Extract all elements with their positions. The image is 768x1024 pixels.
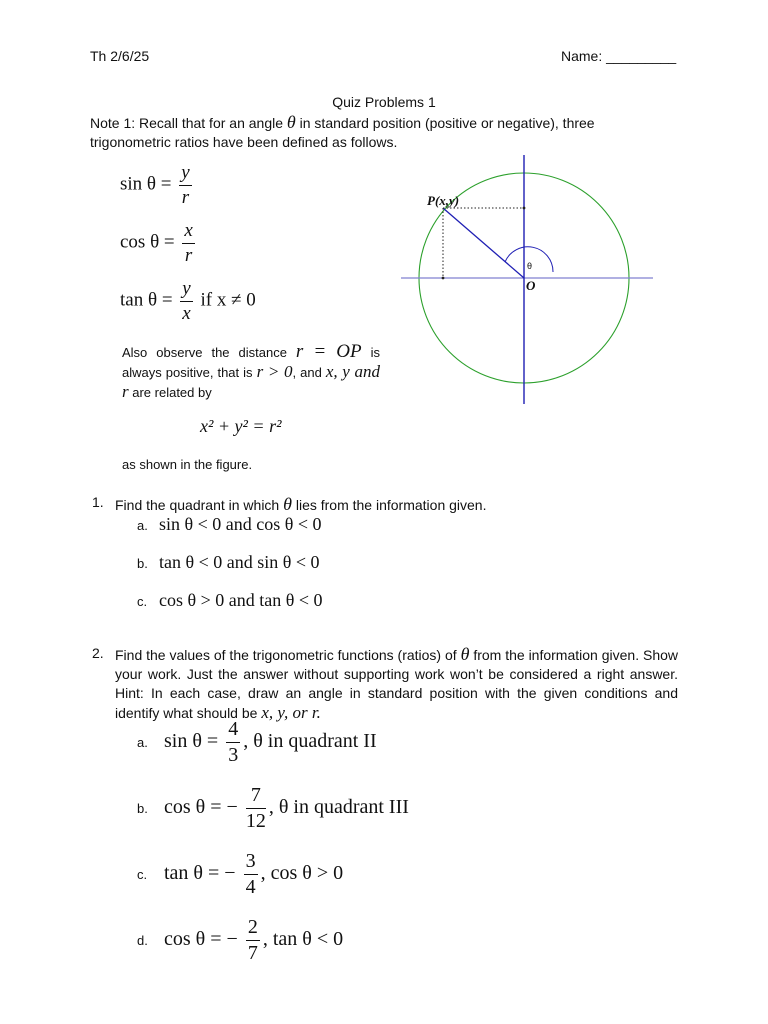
fraction-denominator: r: [184, 244, 193, 266]
note-prefix: Note 1: Recall that for an angle: [90, 115, 287, 131]
fraction-denominator: r: [181, 186, 190, 208]
definition-sin: [120, 162, 195, 209]
item-expression: cos θ > 0 and tan θ < 0: [159, 590, 323, 610]
item-letter: c.: [137, 867, 148, 883]
observe-paragraph: [122, 342, 380, 402]
question-1-text-a: Find the quadrant in which: [115, 497, 284, 513]
observe-text-4: are related by: [128, 385, 212, 400]
item-sign: −: [224, 862, 236, 885]
question-2-text: [115, 645, 678, 723]
question-1-item-c: [137, 590, 323, 611]
question-1-number: 1.: [92, 494, 104, 510]
name-field-label: Name: _________: [561, 48, 677, 64]
question-2-vars: x, y, or r.: [261, 703, 321, 722]
question-1-text: [115, 494, 685, 515]
fraction-denominator: 4: [245, 876, 256, 898]
note-paragraph: [90, 113, 620, 152]
fraction-numerator: y: [179, 162, 191, 186]
fraction-numerator: 3: [244, 850, 258, 875]
question-2-item-b: [137, 784, 409, 833]
fraction-denominator: x: [182, 302, 191, 324]
definition-condition: if x ≠ 0: [200, 289, 256, 311]
radius-op: [443, 208, 524, 278]
item-letter: d.: [137, 933, 148, 949]
item-lhs: cos θ =: [164, 928, 222, 951]
question-2-item-d: [137, 916, 343, 965]
question-2-item-a: [137, 718, 377, 767]
question-2-theta: θ: [460, 644, 470, 664]
question-1-item-a: [137, 514, 322, 535]
definition-tan: [120, 278, 256, 325]
fraction-numerator: 2: [246, 916, 260, 941]
item-expression: sin θ < 0 and cos θ < 0: [159, 514, 322, 534]
fraction-numerator: 4: [226, 718, 240, 743]
unit-circle-figure: [395, 150, 660, 410]
observe-text-3: , and: [292, 365, 326, 380]
item-sign: −: [226, 928, 238, 951]
point-label: P(x,y): [427, 193, 460, 208]
item-expression: tan θ < 0 and sin θ < 0: [159, 552, 320, 572]
origin-label: O: [526, 278, 536, 293]
fraction-denominator: 3: [228, 744, 239, 766]
item-condition: , cos θ > 0: [260, 862, 344, 885]
definition-lhs: sin θ =: [120, 173, 172, 195]
definition-lhs: cos θ =: [120, 231, 175, 253]
fraction-numerator: x: [182, 220, 194, 244]
question-1-text-b: lies from the information given.: [291, 497, 487, 513]
header-date: Th 2/6/25: [90, 48, 150, 64]
item-lhs: tan θ =: [164, 862, 220, 885]
fraction-denominator: 7: [247, 942, 258, 964]
question-2-text-b: from the information given. Show your work. Just the answer without supporting work won’t be considered a right answer. Hint: In each case, draw an angle in standard position with the given conditions and identify what should be: [115, 647, 679, 721]
pythagorean-relation: x² + y² = r²: [200, 416, 282, 436]
fraction-numerator: y: [180, 278, 192, 302]
item-letter: b.: [137, 801, 148, 817]
item-letter: c.: [137, 594, 148, 609]
observe-math-r-positive: r > 0: [256, 362, 293, 381]
observe-math-vars: x, y and r: [122, 362, 380, 401]
angle-label: θ: [527, 261, 533, 271]
x-foot-point: [442, 277, 445, 280]
observe-text-2: is always positive, that is: [122, 345, 380, 380]
item-letter: a.: [137, 735, 148, 751]
observe-math-r-op: r = OP: [295, 341, 362, 362]
question-2-number: 2.: [92, 645, 104, 661]
question-2-item-c: [137, 850, 343, 899]
definition-lhs: tan θ =: [120, 289, 173, 311]
definition-cos: [120, 220, 198, 267]
item-condition: , θ in quadrant III: [268, 796, 409, 819]
item-lhs: sin θ =: [164, 730, 219, 753]
page-title: Quiz Problems 1: [332, 94, 436, 110]
item-letter: a.: [137, 518, 148, 533]
question-2-text-a: Find the values of the trigonometric functions (ratios) of: [115, 647, 461, 663]
question-1-theta: θ: [283, 494, 292, 514]
as-shown-text: as shown in the figure.: [122, 457, 253, 472]
note-suffix: in standard position (positive or negative), three trigonometric ratios have been defined as follows.: [90, 115, 595, 150]
y-foot-point: [523, 207, 526, 210]
question-1-item-b: [137, 552, 320, 573]
item-lhs: cos θ =: [164, 796, 222, 819]
item-condition: , θ in quadrant II: [243, 730, 377, 753]
fraction-denominator: 12: [245, 810, 266, 832]
observe-text-1: Also observe the distance: [122, 345, 296, 360]
note-theta: θ: [286, 112, 296, 132]
fraction-numerator: 7: [246, 784, 266, 809]
item-sign: −: [226, 796, 238, 819]
item-letter: b.: [137, 556, 148, 571]
item-condition: , tan θ < 0: [262, 928, 344, 951]
